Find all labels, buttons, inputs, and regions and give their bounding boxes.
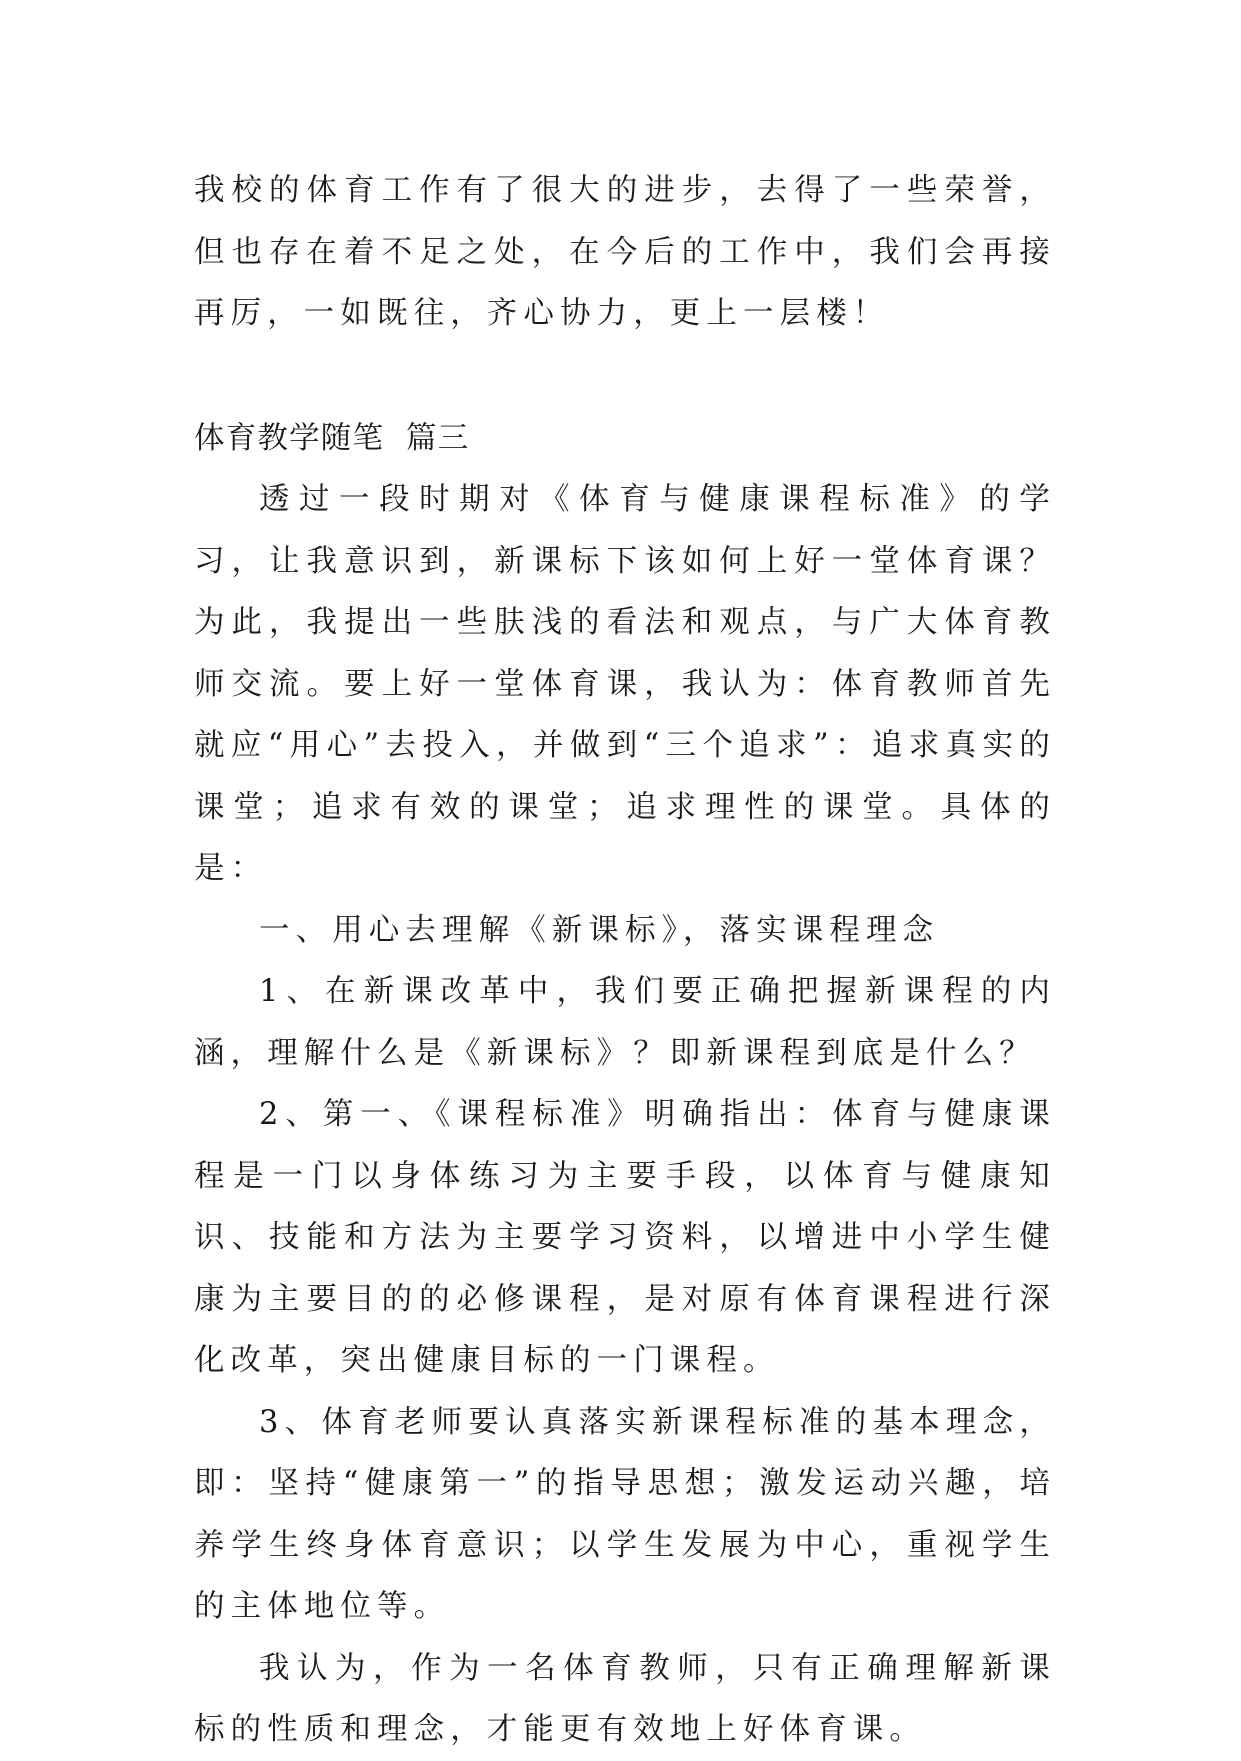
document-body [194, 160, 1056, 1761]
paragraph-point-one-title: 一、用心去理解《新课标》，落实课程理念 [259, 912, 940, 948]
paragraph-conclusion: 我认为，作为一名体育教师，只有正确理解新课标的性质和理念，才能更有效地上好体育课。 [194, 1650, 1056, 1747]
intro-paragraph: 我校的体育工作有了很大的进步，去得了一些荣誉，但也存在着不足之处，在今后的工作中，我们会再接再厉，一如既往，齐心协力，更上一层楼！ [194, 173, 1056, 331]
paragraph-item-1: 1、在新课改革中，我们要正确把握新课程的内涵，理解什么是《新课标》？即新课程到底是什么？ [194, 974, 1056, 1071]
paragraph-item-3: 3、体育老师要认真落实新课程标准的基本理念，即：坚持“健康第一”的指导思想；激发运动兴趣，培养学生终身体育意识；以学生发展为中心，重视学生的主体地位等。 [194, 1404, 1056, 1624]
paragraph-item-2: 2、第一、《课程标准》明确指出：体育与健康课程是一门以身体练习为主要手段，以体育与健康知识、技能和方法为主要学习资料，以增进中小学生健康为主要目的的必修课程，是对原有体育课程进行深化改革，突出健康目标的一门课程。 [194, 1097, 1056, 1378]
paragraph-intro-study: 透过一段时期对《体育与健康课程标准》的学习，让我意识到，新课标下该如何上好一堂体育课？为此，我提出一些肤浅的看法和观点，与广大体育教师交流。要上好一堂体育课，我认为：体育教师首先就应“用心”去投入，并做到“三个追求”：追求真实的课堂；追求有效的课堂；追求理性的课堂。具体的是： [194, 482, 1056, 886]
section-heading: 体育教学随笔 篇三 [194, 420, 470, 456]
